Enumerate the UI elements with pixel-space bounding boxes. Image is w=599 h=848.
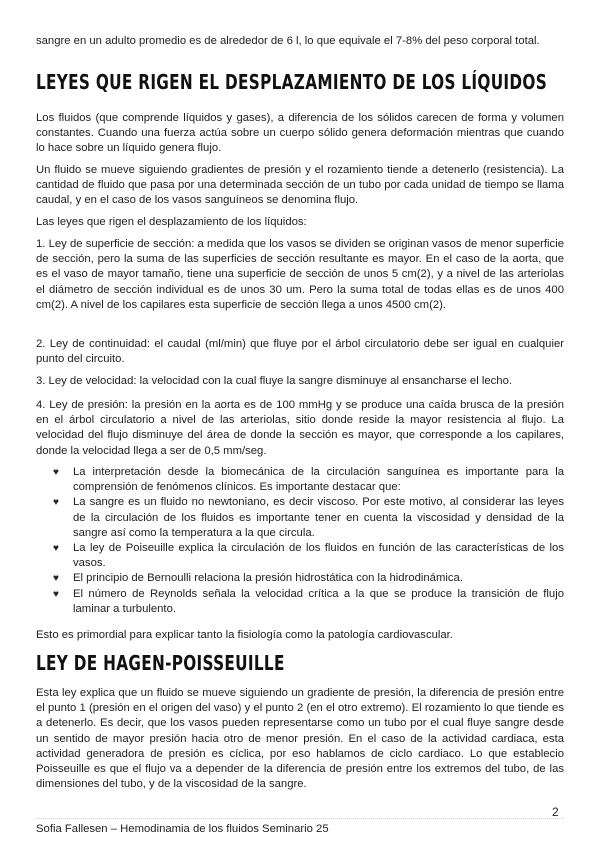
section-heading-leyes: LEYES QUE RIGEN EL DESPLAZAMIENTO DE LOS LÍQUIDOS — [36, 71, 548, 96]
section-heading-hagen-poisseuille: LEY DE HAGEN-POISSEUILLE — [36, 652, 285, 677]
list-item — [36, 541, 564, 571]
paragraph-gradientes: Un fluido se mueve siguiendo gradientes de presión y el rozamiento tiende a detenerlo (resistencia). La cantidad de fluido que pasa por una determinada sección de un tubo por cada unidad de tiempo se llama caudal, y en el caso de los vasos sanguíneos se denomina flujo. — [36, 164, 564, 207]
heart-bullet-icon: ♥ — [53, 497, 59, 509]
paragraph-ley-presion: 4. Ley de presión: la presión en la aorta es de 100 mmHg y se produce una caída brusca de la presión en el árbol circulatorio a nivel de las arteriolas, sitio donde reside la mayor resistencia al flujo. La velocidad del flujo disminuye del área de donde la sección es mayor, que corresponde a los capilares, donde la velocidad llega a ser de 0,5 mm/seg. — [36, 399, 564, 457]
list-item-text: La interpretación desde la biomecánica de la circulación sanguínea es importante para la comprensión de fenómenos clínicos. Es importante destacar que: — [73, 466, 564, 494]
list-item — [36, 465, 564, 495]
paragraph-ley-velocidad: 3. Ley de velocidad: la velocidad con la cual fluye la sangre disminuye al ensancharse el lecho. — [36, 375, 513, 387]
page-number: 2 — [552, 805, 559, 819]
list-item-text: El número de Reynolds señala la velocidad crítica a la que se produce la transición de flujo laminar a turbulento. — [73, 587, 564, 615]
paragraph-hagen-poisseuille: Esta ley explica que un fluido se mueve siguiendo un gradiente de presión, la diferencia de presión entre el punto 1 (presión en el origen del vaso) y el punto 2 (en el otro extremo). El rozamiento lo que tiende es a detenerlo. Es decir, que los vasos pueden representarse como un tubo por el cual fluye sangre desde un sentido de mayor presión hacia otro de menor presión. En el caso de la actividad cardiaca, esta actividad generadora de presión es cíclica, por eso hablamos de ciclo cardiaco. Lo que establecio Poisseuille es que el flujo va a depender de la diferencia de presión entre los extremos del tubo, de las dimensiones del tubo, y de la viscosidad de la sangre. — [36, 687, 564, 791]
intro-paragraph: sangre en un adulto promedio es de alrededor de 6 l, lo que equivale el 7-8% del peso corporal total. — [36, 35, 540, 47]
paragraph-ley-continuidad: 2. Ley de continuidad: el caudal (ml/min) que fluye por el árbol circulatorio debe ser igual en cualquier punto del circuito. — [36, 338, 564, 366]
footer-text: Sofia Fallesen – Hemodinamia de los fluidos Seminario 25 — [36, 823, 329, 835]
list-item — [36, 495, 564, 541]
paragraph-ley-superficie: 1. Ley de superficie de sección: a medida que los vasos se dividen se originan vasos de menor superficie de sección, pero la suma de las superficies de sección resultante es mayor. En el caso de la aorta, que es el vaso de mayor tamaño, tiene una superficie de sección de unos 5 cm(2), y a nivel de las arteriolas el diámetro de sección individual es de unos 30 um. Pero la suma total de todas ellas es de unos 400 cm(2). A nivel de los capilares esta superficie de sección llega a unos 4500 cm(2). — [36, 238, 564, 311]
bullet-list — [36, 465, 564, 617]
paragraph-leyes-intro: Las leyes que rigen el desplazamiento de los líquidos: — [36, 216, 307, 228]
list-item — [36, 571, 564, 586]
heart-bullet-icon: ♥ — [53, 588, 59, 600]
list-item — [36, 587, 564, 617]
heart-bullet-icon: ♥ — [53, 467, 59, 478]
footer-divider — [36, 818, 564, 819]
paragraph-closing: Esto es primordial para explicar tanto la fisiología como la patología cardiovascular. — [36, 629, 453, 641]
list-item-text: El principio de Bernoulli relaciona la presión hidrostática con la hidrodinámica. — [73, 572, 463, 585]
heart-bullet-icon: ♥ — [53, 543, 59, 555]
heart-bullet-icon: ♥ — [53, 573, 59, 585]
list-item-text: La ley de Poiseuille explica la circulación de los fluidos en función de las características de los vasos. — [73, 542, 564, 570]
paragraph-fluidos: Los fluidos (que comprende líquidos y gases), a diferencia de los sólidos carecen de forma y volumen constantes. Cuando una fuerza actúa sobre un cuerpo sólido genera deformación mientras que cuando lo hace sobre un líquido genera flujo. — [36, 112, 564, 155]
list-item-text: La sangre es un fluido no newtoniano, es decir viscoso. Por este motivo, al considerar las leyes de la circulación de los fluidos es importante tener en cuenta la viscosidad y densidad de la sangre así como la temperatura a la que circula. — [73, 496, 564, 539]
